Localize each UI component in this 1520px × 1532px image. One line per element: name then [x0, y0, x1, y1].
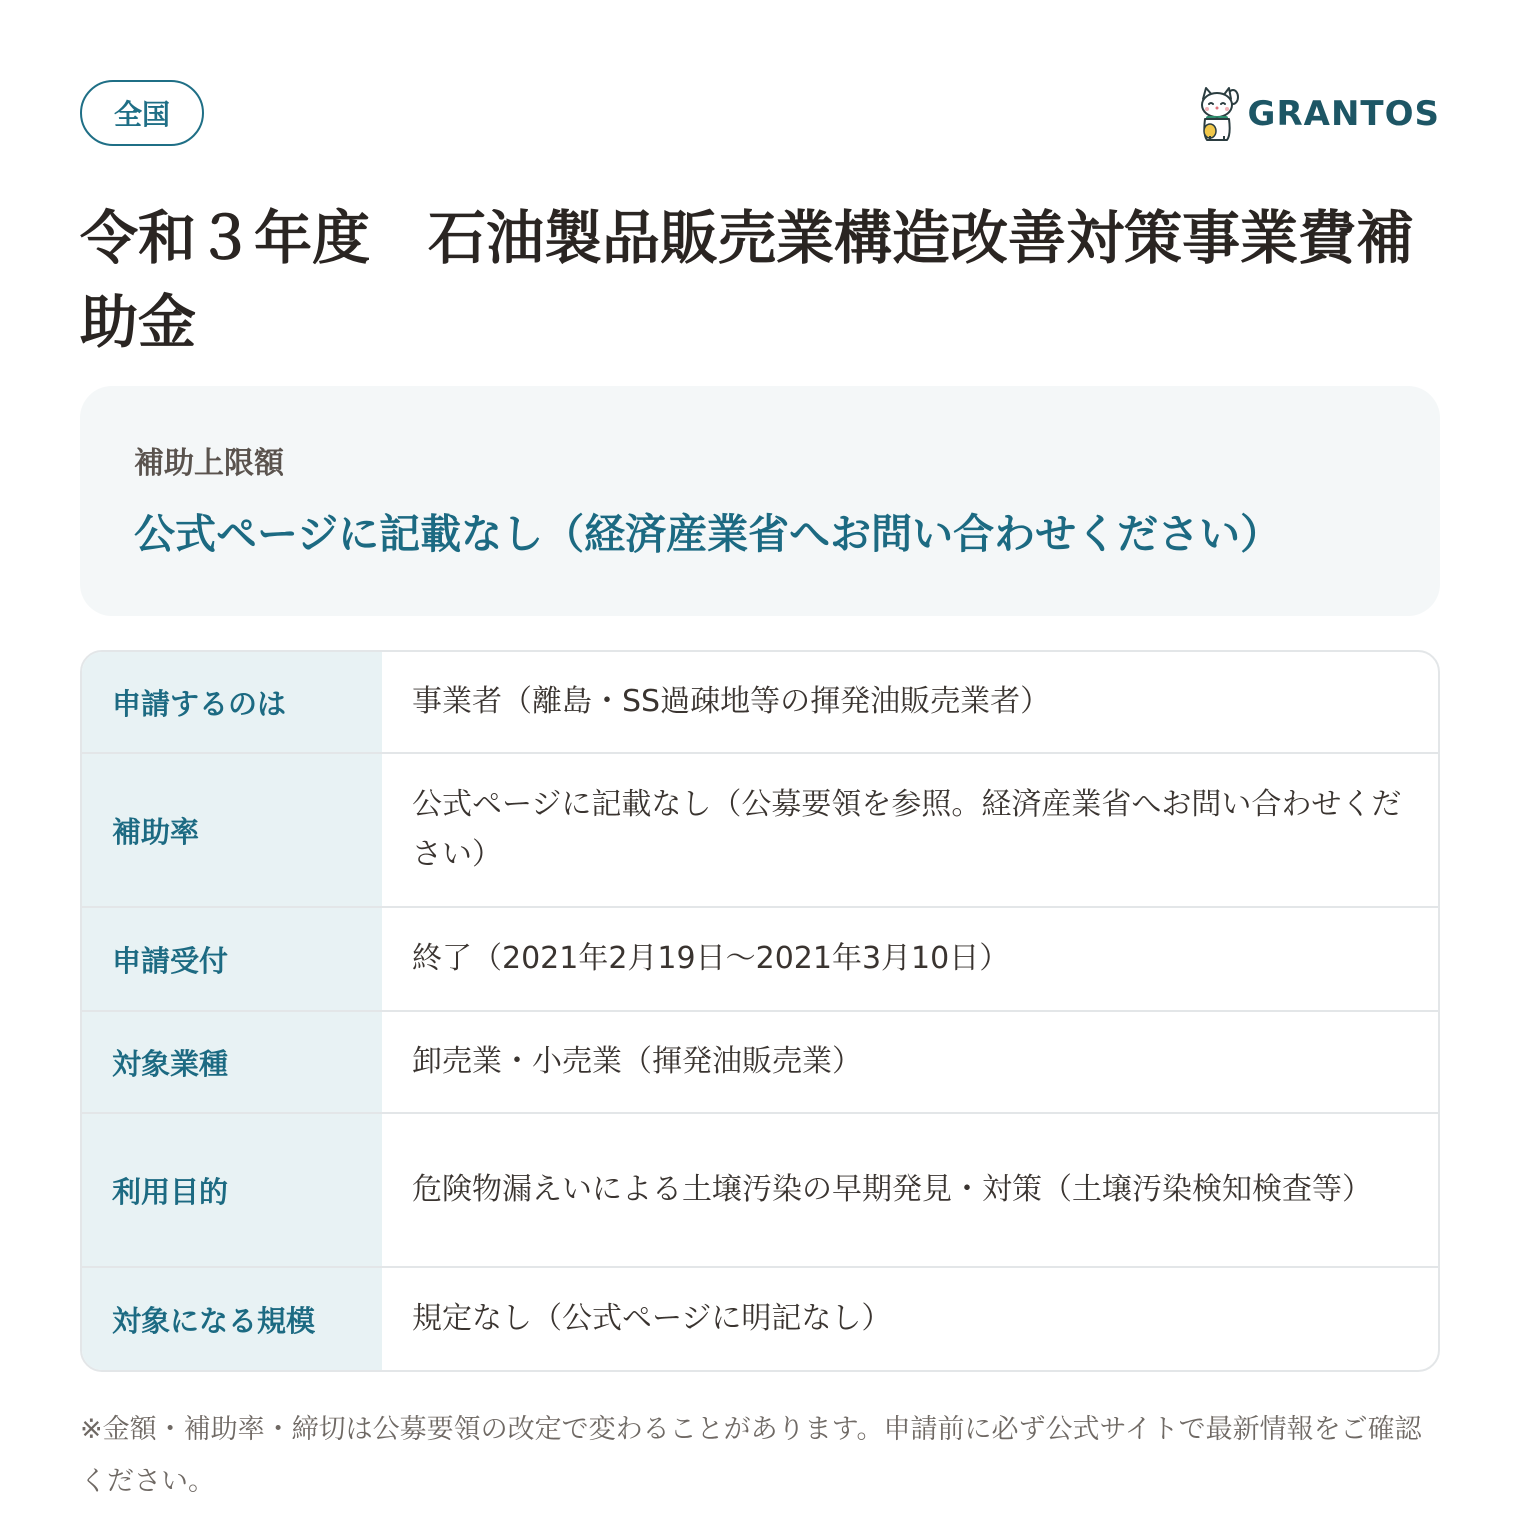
details-table: [80, 650, 1440, 1372]
subsidy-limit-label: 補助上限額: [134, 446, 284, 481]
page-title: 令和３年度 石油製品販売業構造改善対策事業費補助金: [80, 204, 1415, 356]
row-label: 申請受付: [82, 908, 382, 1010]
disclaimer-note: ※金額・補助率・締切は公募要領の改定で変わることがあります。申請前に必ず公式サイトで最新情報をご確認ください。: [80, 1414, 1422, 1497]
table-row: [82, 1268, 1438, 1370]
row-label: 利用目的: [82, 1114, 382, 1266]
row-value: 事業者（離島・SS過疎地等の揮発油販売業者）: [412, 684, 1051, 719]
row-value: 終了（2021年2月19日〜2021年3月10日）: [412, 941, 1010, 976]
row-value: 公式ページに記載なし（公募要領を参照。経済産業省へお問い合わせください）: [412, 787, 1402, 872]
lucky-cat-icon: [1196, 85, 1240, 143]
row-value: 卸売業・小売業（揮発油販売業）: [412, 1044, 862, 1079]
subsidy-limit-value: 公式ページに記載なし（経済産業省へお問い合わせください）: [134, 510, 1282, 558]
row-value: 規定なし（公式ページに明記なし）: [412, 1301, 892, 1336]
top-bar: [80, 80, 1440, 150]
brand-name: GRANTOS: [1247, 94, 1440, 134]
row-label: 補助率: [82, 754, 382, 906]
table-row: [82, 1114, 1438, 1268]
brand[interactable]: [1196, 84, 1440, 144]
table-row: [82, 754, 1438, 908]
row-label: 対象になる規模: [82, 1268, 382, 1370]
table-row: [82, 908, 1438, 1012]
row-label: 申請するのは: [82, 652, 382, 752]
row-label: 対象業種: [82, 1012, 382, 1112]
subsidy-limit-card: [80, 386, 1440, 616]
page: [80, 0, 1440, 1532]
region-badge[interactable]: 全国: [80, 80, 204, 146]
table-row: [82, 1012, 1438, 1114]
table-row: [82, 652, 1438, 754]
row-value: 危険物漏えいによる土壌汚染の早期発見・対策（土壌汚染検知検査等）: [412, 1172, 1372, 1207]
